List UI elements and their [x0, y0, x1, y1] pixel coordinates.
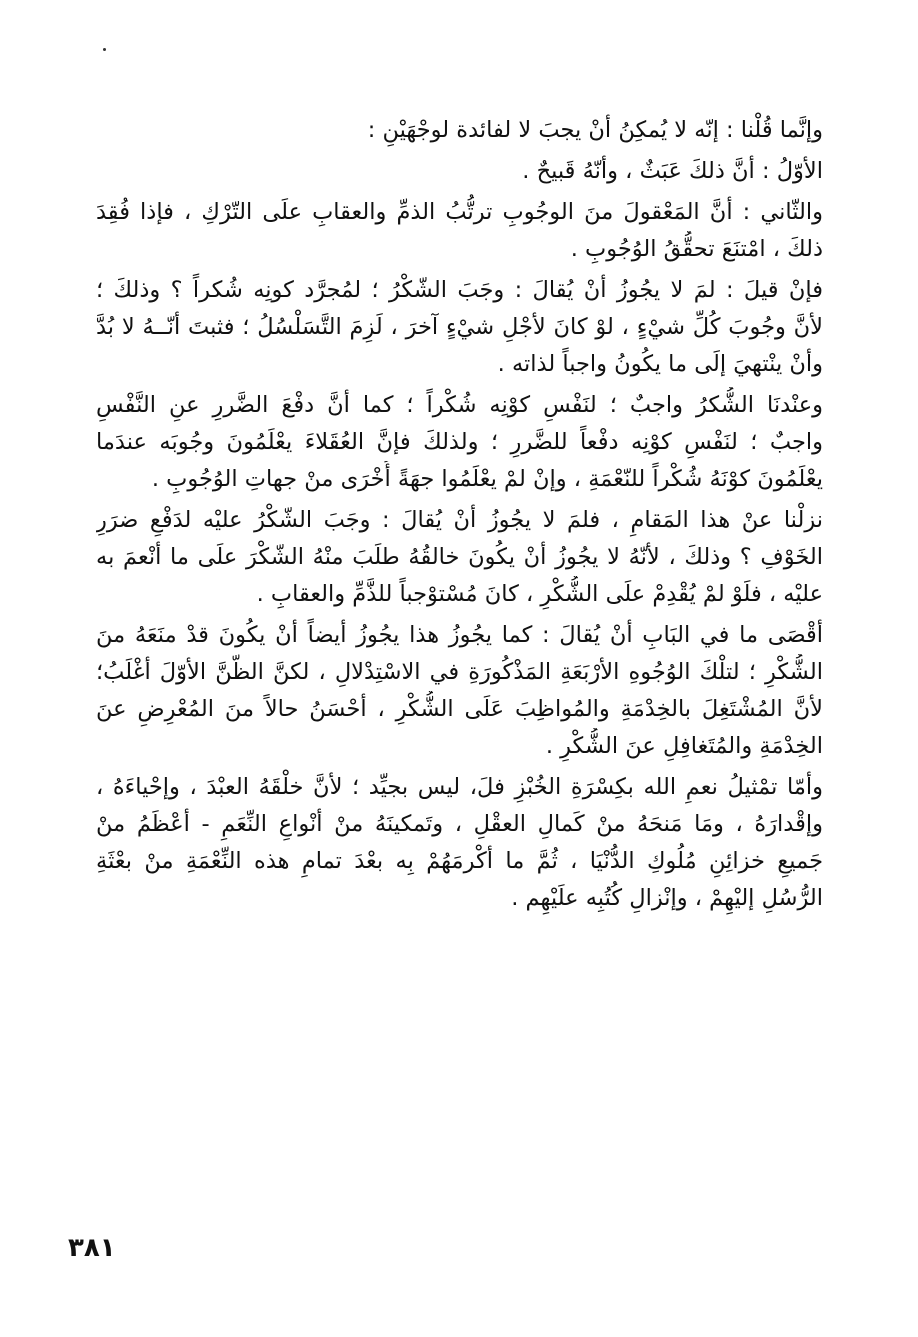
- text-line: وأمّا تمْثيلُ نعمِ الله بكِسْرَةِ الخُبْزِ فلَ، ليس بجيِّد ؛ لأنَّ خلْقَهُ العبْدَ ، وإحْياءَهُ ،: [96, 774, 823, 800]
- text-line: الرُّسُلِ إليْهِمْ ، وإنْزالِ كُتُبِه علَيْهِم .: [511, 885, 823, 911]
- text-line: ذلكَ ، امْتنَعَ تحقُّقُ الوُجُوبِ .: [570, 236, 823, 262]
- paragraph-analogy: [96, 769, 823, 917]
- main-text: [96, 112, 823, 917]
- text-line: نزلْنا عنْ هذا المَقامِ ، فلمَ لا يجُوزُ أنْ يُقالَ : وجَبَ الشّكْرُ عليْه لدَفْعِ ضرَرِ: [96, 507, 823, 533]
- paragraph-first-reason: [96, 153, 823, 190]
- text-line: الشُّكْرِ ؛ لتلْكَ الوُجُوهِ الأرْبَعَةِ المَذْكُورَةِ في الاسْتِدْلالِ ، لكنَّ الظّنَّ الأوّلَ أغْلَبُ؛: [96, 659, 823, 685]
- scan-speck: [103, 48, 106, 51]
- text-line: وإقْدارَهُ ، ومَا مَنحَهُ منْ كَمالِ العقْلِ ، وتَمكينَهُ منْ أنْواعِ النِّعَمِ - أعْظَمُ منْ: [96, 811, 823, 837]
- text-line: والثّاني : أنَّ المَعْقولَ منَ الوجُوبِ ترتُّبُ الذمِّ والعقابِ علَى التّرْكِ ، فإذا فُقِدَ: [96, 199, 823, 225]
- paragraph-second-reason: [96, 194, 823, 268]
- paragraph-intro: [96, 112, 823, 149]
- text-line: الخَوْفِ ؟ وذلكَ ، لأنّهُ لا يجُوزُ أنْ يكُونَ خالقُهُ طلَبَ منْهُ الشّكْرَ علَى ما أنْعمَ به: [96, 544, 823, 570]
- text-line: وإنَّما قُلْنا : إنّه لا يُمكِنُ أنْ يجبَ لا لفائدة لوجْهَيْنِ :: [367, 117, 823, 143]
- page-number: ٣٨١: [68, 1233, 116, 1263]
- text-line: وأنْ ينْتهيَ إلَى ما يكُونُ واجباً لذاته .: [497, 351, 823, 377]
- text-line: واجبٌ ؛ لنَفْسِ كوْنِه دفْعاً للضَّررِ ؛ ولذلكَ فإنَّ العُقَلاءَ يعْلَمُونَ وجُوبَه عندَما: [96, 429, 823, 455]
- paragraph-utmost: [96, 617, 823, 765]
- paragraph-objection: [96, 272, 823, 383]
- paragraph-concession: [96, 502, 823, 613]
- text-line: أقْصَى ما في البَابِ أنْ يُقالَ : كما يجُوزُ هذا يجُوزُ أيضاً أنْ يكُونَ قدْ منَعَهُ منَ: [96, 622, 823, 648]
- text-line: عليْه ، فلَوْ لمْ يُقْدِمْ علَى الشُّكْرِ ، كانَ مُسْتوْجباً للذَّمِّ والعقابِ .: [256, 581, 823, 607]
- text-line: فإنْ قيلَ : لمَ لا يجُوزُ أنْ يُقالَ : وجَبَ الشّكْرُ ؛ لمُجرَّد كونِه شُكراً ؟ وذلكَ ؛: [96, 277, 823, 303]
- text-line: لأنَّ وجُوبَ كُلِّ شيْءٍ ، لوْ كانَ لأجْلِ شيْءٍ آخرَ ، لَزِمَ التَّسَلْسُلُ ؛ فثبتَ أنّــهُ لا بُدَّ: [96, 314, 823, 340]
- text-line: الأوّلُ : أنَّ ذلكَ عَبَثٌ ، وأنّهُ قَبيحٌ .: [522, 158, 823, 184]
- text-line: يعْلَمُونَ كوْنَهُ شُكْراً للنّعْمَةِ ، وإنْ لمْ يعْلَمُوا جهَةً أُخْرَى منْ جهاتِ الوُجُوبِ .: [151, 466, 823, 492]
- text-line: الخِدْمَةِ والمُتَغافِلِ عنَ الشُّكْرِ .: [545, 733, 823, 759]
- paragraph-our-view: [96, 387, 823, 498]
- text-line: جَميعِ خزائِنِ مُلُوكِ الدُّنْيَا ، ثُمَّ ما أكْرمَهُمْ بِه بعْدَ تمامِ هذه النِّعْمَةِ منْ بعْثَةِ: [96, 848, 823, 874]
- text-line: لأنَّ المُشْتَغِلَ بالخِدْمَةِ والمُواظِبَ عَلَى الشُّكْرِ ، أحْسَنُ حالاً منَ المُعْرِضِ عنَ: [96, 696, 823, 722]
- text-line: وعنْدنَا الشُّكرُ واجبٌ ؛ لنَفْسِ كوْنِه شُكْراً ؛ كما أنَّ دفْعَ الضَّررِ عنِ النَّفْسِ: [96, 392, 823, 418]
